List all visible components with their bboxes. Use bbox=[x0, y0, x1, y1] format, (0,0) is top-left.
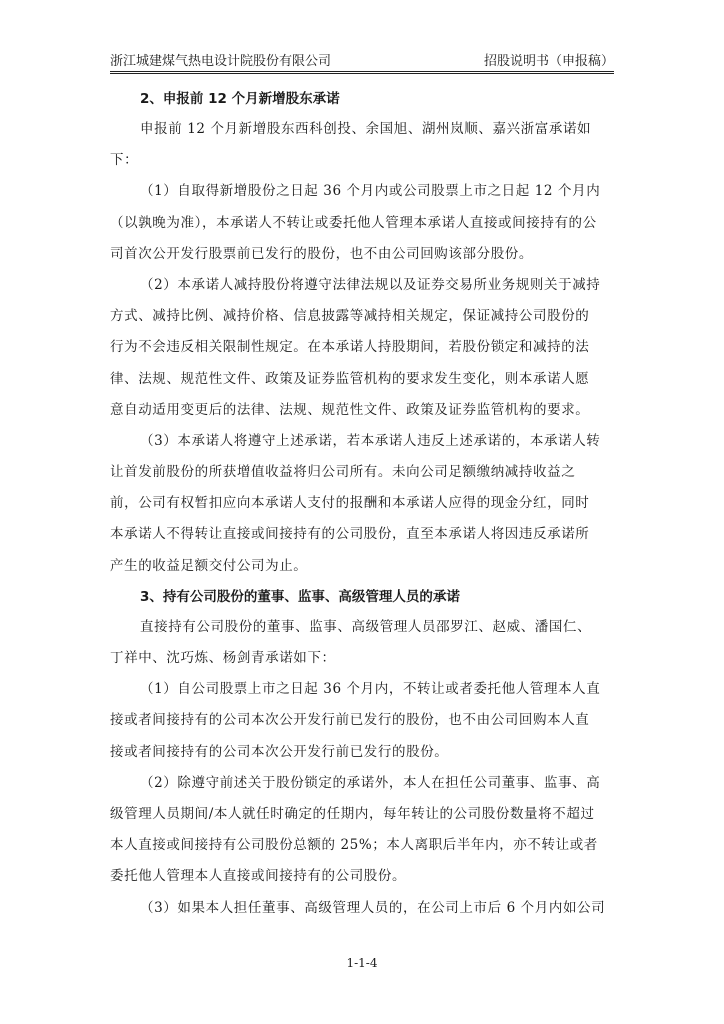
paragraph-line: （2）本承诺人减持股份将遵守法律法规以及证券交易所业务规则关于减持 bbox=[140, 276, 601, 293]
header-document-type: 招股说明书（申报稿） bbox=[483, 54, 614, 69]
section-2-heading: 2、申报前 12 个月新增股东承诺 bbox=[140, 91, 340, 107]
paragraph-line: 意自动适用变更后的法律、法规、规范性文件、政策及证券监管机构的要求。 bbox=[110, 401, 590, 418]
paragraph-line: 产生的收益足额交付公司为止。 bbox=[110, 557, 308, 574]
section-3-item-3 bbox=[110, 893, 614, 924]
paragraph-line: 接或者间接持有的公司本次公开发行前已发行的股份，也不由公司回购本人直 bbox=[110, 712, 590, 729]
paragraph-line: 下： bbox=[110, 152, 139, 169]
header-company-name: 浙江城建煤气热电设计院股份有限公司 bbox=[110, 54, 332, 69]
paragraph-line: （以孰晚为准），本承诺人不转让或委托他人管理本承诺人直接或间接持有的公 bbox=[110, 214, 597, 231]
document-body bbox=[110, 84, 614, 924]
paragraph-line: （3）本承诺人将遵守上述承诺，若本承诺人违反上述承诺的，本承诺人转 bbox=[140, 432, 601, 449]
paragraph-line: （1）自取得新增股份之日起 36 个月内或公司股票上市之日起 12 个月内 bbox=[140, 183, 601, 200]
paragraph-line: 丁祥中、沈巧炼、杨剑青承诺如下： bbox=[110, 650, 336, 666]
page-number: 1-1-4 bbox=[346, 956, 378, 970]
paragraph-line: （3）如果本人担任董事、高级管理人员的，在公司上市后 6 个月内如公司 bbox=[140, 899, 606, 916]
section-2-item-3 bbox=[110, 426, 614, 582]
section-2-intro bbox=[110, 114, 614, 176]
paragraph-line: （2）除遵守前述关于股份锁定的承诺外，本人在担任公司董事、监事、高 bbox=[140, 774, 601, 791]
paragraph-line: 让首发前股份的所获增值收益将归公司所有。未向公司足额缴纳减持收益之 bbox=[110, 464, 576, 481]
paragraph-line: 本人直接或间接持有公司股份总额的 25%；本人离职后半年内，亦不转让或者 bbox=[110, 837, 598, 854]
header-divider bbox=[110, 71, 614, 72]
section-2-item-2 bbox=[110, 270, 614, 426]
paragraph-line: 方式、减持比例、减持价格、信息披露等减持相关规定，保证减持公司股份的 bbox=[110, 308, 590, 325]
page-header bbox=[110, 51, 614, 71]
section-3-item-1 bbox=[110, 674, 614, 768]
paragraph-line: 接或者间接持有的公司本次公开发行前已发行的股份。 bbox=[110, 743, 449, 760]
paragraph-line: 律、法规、规范性文件、政策及证券监管机构的要求发生变化，则本承诺人愿 bbox=[110, 370, 590, 387]
paragraph-line: 司首次公开发行股票前已发行的股份，也不由公司回购该部分股份。 bbox=[110, 245, 533, 262]
paragraph-line: 直接持有公司股份的董事、监事、高级管理人员邵罗江、赵威、潘国仁、 bbox=[140, 618, 592, 635]
paragraph-line: 委托他人管理本人直接或间接持有的公司股份。 bbox=[110, 868, 407, 885]
paragraph-line: 行为不会违反相关限制性规定。在本承诺人持股期间，若股份锁定和减持的法 bbox=[110, 339, 590, 356]
paragraph-line: （1）自公司股票上市之日起 36 个月内，不转让或者委托他人管理本人直 bbox=[140, 681, 601, 698]
paragraph-line: 前，公司有权暂扣应向本承诺人支付的报酬和本承诺人应得的现金分红，同时 bbox=[110, 495, 590, 512]
paragraph-line: 级管理人员期间/本人就任时确定的任期内，每年转让的公司股份数量将不超过 bbox=[110, 805, 595, 822]
section-3-item-2 bbox=[110, 768, 614, 893]
section-3-heading: 3、持有公司股份的董事、监事、高级管理人员的承诺 bbox=[140, 588, 460, 605]
paragraph-line: 本承诺人不得转让直接或间接持有的公司股份，直至本承诺人将因违反承诺所 bbox=[110, 526, 590, 543]
paragraph-line: 申报前 12 个月新增股东西科创投、余国旭、湖州岚顺、嘉兴浙富承诺如 bbox=[140, 121, 592, 137]
section-3-intro bbox=[110, 612, 614, 674]
header-divider-secondary bbox=[110, 73, 614, 74]
section-2-item-1 bbox=[110, 176, 614, 270]
